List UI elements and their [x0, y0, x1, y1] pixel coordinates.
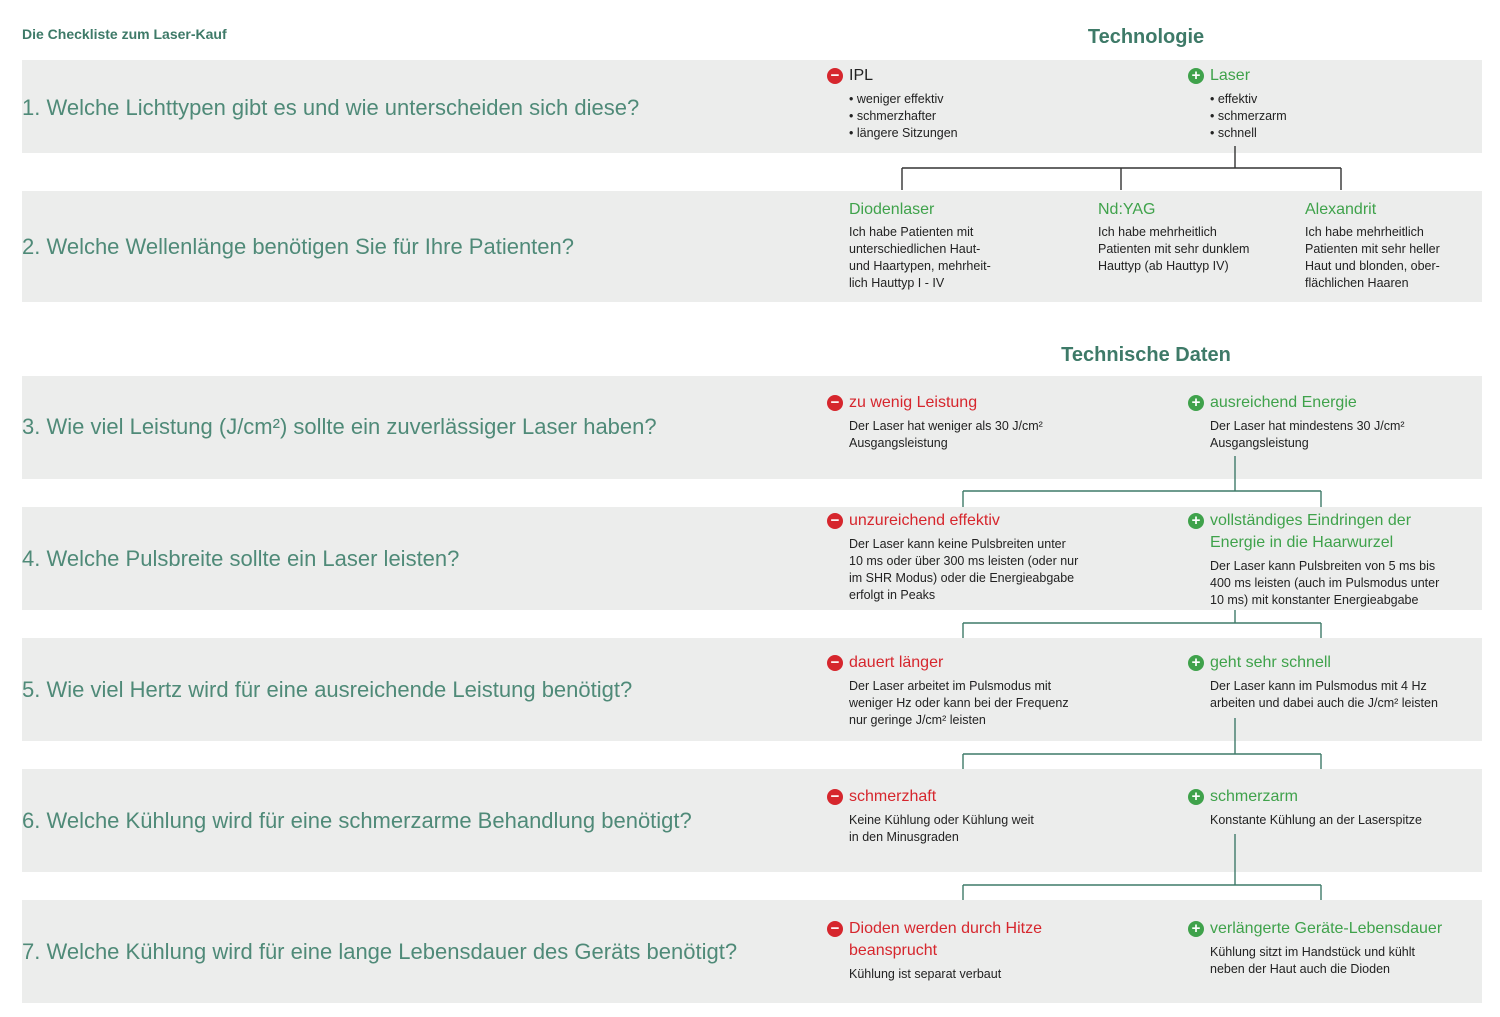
- option-line: erfolgt in Peaks: [849, 588, 936, 602]
- option-line: Der Laser kann im Pulsmodus mit 4 Hz: [1210, 679, 1427, 693]
- option-laser: [1188, 65, 1448, 142]
- question-7: 7. Welche Kühlung wird für eine lange Lebensdauer des Geräts benötigt?: [22, 939, 738, 964]
- option-title: schmerzhaft: [849, 788, 937, 805]
- wavelength-line: Patienten mit sehr dunklem: [1098, 242, 1250, 256]
- option-line: Kühlung sitzt im Handstück und kühlt: [1210, 945, 1415, 959]
- laser-bullet: • schnell: [1210, 125, 1448, 142]
- laser-bullet: • effektiv: [1210, 91, 1448, 108]
- wavelength-line: lich Hauttyp I - IV: [849, 276, 945, 290]
- wavelength-line: Patienten mit sehr heller: [1305, 242, 1440, 256]
- option-line: neben der Haut auch die Dioden: [1210, 962, 1390, 976]
- ipl-bullet: • weniger effektiv: [849, 91, 1087, 108]
- option-line: Kühlung ist separat verbaut: [849, 967, 1002, 981]
- section-title-technische-daten: Technische Daten: [1061, 344, 1231, 366]
- option-line: in den Minusgraden: [849, 830, 959, 844]
- option-line: Der Laser kann Pulsbreiten von 5 ms bis: [1210, 559, 1436, 573]
- wavelength-line: flächlichen Haaren: [1305, 276, 1409, 290]
- minus-circle-icon: −: [827, 513, 843, 529]
- minus-circle-icon: −: [827, 789, 843, 805]
- option-row7-negative: [827, 918, 1087, 983]
- wavelength-line: und Haartypen, mehrheit-: [849, 259, 991, 273]
- option-line: nur geringe J/cm² leisten: [849, 713, 986, 727]
- option-row6-negative: [827, 786, 1087, 846]
- option-line: weniger Hz oder kann bei der Frequenz: [849, 696, 1069, 710]
- option-row3-negative: [827, 392, 1087, 452]
- wavelength-diodenlaser: [849, 201, 1029, 292]
- option-row5-positive: [1188, 652, 1468, 712]
- option-title: dauert länger: [849, 654, 944, 671]
- option-line: Ausgangsleistung: [849, 436, 948, 450]
- minus-circle-icon: −: [827, 655, 843, 671]
- question-4: 4. Welche Pulsbreite sollte ein Laser leisten?: [22, 546, 460, 571]
- laser-bullet: • schmerzarm: [1210, 108, 1448, 125]
- minus-circle-icon: −: [827, 921, 843, 937]
- option-line: Der Laser arbeitet im Pulsmodus mit: [849, 679, 1052, 693]
- plus-circle-icon: +: [1188, 395, 1204, 411]
- plus-circle-icon: +: [1188, 513, 1204, 529]
- minus-circle-icon: −: [827, 68, 843, 84]
- option-ipl-title: IPL: [849, 67, 874, 84]
- wavelength-line: Ich habe mehrheitlich: [1305, 225, 1424, 239]
- minus-circle-icon: −: [827, 395, 843, 411]
- document-title: Die Checkliste zum Laser-Kauf: [22, 26, 227, 42]
- option-line: Konstante Kühlung an der Laserspitze: [1210, 813, 1422, 827]
- ipl-bullet: • schmerzhafter: [849, 108, 1087, 125]
- technologie-connectors: [902, 146, 1341, 190]
- option-line: Keine Kühlung oder Kühlung weit: [849, 813, 1034, 827]
- option-title: vollständiges Eindringen der Energie in die Haarwurzel: [1210, 512, 1412, 551]
- section-title-technologie: Technologie: [1087, 26, 1205, 48]
- plus-circle-icon: +: [1188, 789, 1204, 805]
- option-laser-title: Laser: [1210, 67, 1251, 84]
- plus-circle-icon: +: [1188, 921, 1204, 937]
- option-row6-positive: [1188, 786, 1458, 829]
- wavelength-title: Alexandrit: [1305, 201, 1377, 218]
- option-row7-positive: [1188, 918, 1468, 978]
- wavelength-line: Hauttyp (ab Hauttyp IV): [1098, 259, 1229, 273]
- option-line: 10 ms oder über 300 ms leisten (oder nur: [849, 554, 1079, 568]
- option-line: Der Laser hat weniger als 30 J/cm²: [849, 419, 1043, 433]
- option-line: im SHR Modus) oder die Energieabgabe: [849, 571, 1075, 585]
- question-5: 5. Wie viel Hertz wird für eine ausreichende Leistung benötigt?: [22, 677, 633, 702]
- plus-circle-icon: +: [1188, 68, 1204, 84]
- plus-circle-icon: +: [1188, 655, 1204, 671]
- wavelength-line: unterschiedlichen Haut-: [849, 242, 981, 256]
- question-1: 1. Welche Lichttypen gibt es und wie unterscheiden sich diese?: [22, 95, 640, 120]
- option-title: schmerzarm: [1210, 788, 1299, 805]
- option-title: verlängerte Geräte-Lebensdauer: [1210, 920, 1443, 937]
- option-row3-positive: [1188, 392, 1458, 452]
- question-2: 2. Welche Wellenlänge benötigen Sie für Ihre Patienten?: [22, 234, 574, 259]
- option-title: unzureichend effektiv: [849, 512, 1000, 529]
- option-title: zu wenig Leistung: [849, 394, 978, 411]
- wavelength-title: Diodenlaser: [849, 201, 935, 218]
- option-row5-negative: [827, 652, 1087, 729]
- option-ipl: [827, 65, 1087, 142]
- option-line: Ausgangsleistung: [1210, 436, 1309, 450]
- option-title: Dioden werden durch Hitze beansprucht: [849, 920, 1042, 959]
- wavelength-alexandrit: [1305, 201, 1475, 292]
- option-row4-negative: [827, 510, 1087, 604]
- option-title: geht sehr schnell: [1210, 654, 1331, 671]
- question-3: 3. Wie viel Leistung (J/cm²) sollte ein zuverlässiger Laser haben?: [22, 414, 657, 439]
- wavelength-line: Ich habe mehrheitlich: [1098, 225, 1217, 239]
- option-line: 400 ms leisten (auch im Pulsmodus unter: [1210, 576, 1440, 590]
- option-line: arbeiten und dabei auch die J/cm² leisten: [1210, 696, 1438, 710]
- wavelength-ndyag: [1098, 201, 1288, 275]
- wavelength-line: Ich habe Patienten mit: [849, 225, 974, 239]
- ipl-bullet: • längere Sitzungen: [849, 125, 1087, 142]
- question-6: 6. Welche Kühlung wird für eine schmerzarme Behandlung benötigt?: [22, 808, 692, 833]
- option-line: Der Laser hat mindestens 30 J/cm²: [1210, 419, 1405, 433]
- option-line: Der Laser kann keine Pulsbreiten unter: [849, 537, 1066, 551]
- wavelength-title: Nd:YAG: [1098, 201, 1156, 218]
- option-row4-positive: [1188, 510, 1458, 609]
- wavelength-line: Haut und blonden, ober-: [1305, 259, 1440, 273]
- option-line: 10 ms) mit konstanter Energieabgabe: [1210, 593, 1419, 607]
- option-title: ausreichend Energie: [1210, 394, 1357, 411]
